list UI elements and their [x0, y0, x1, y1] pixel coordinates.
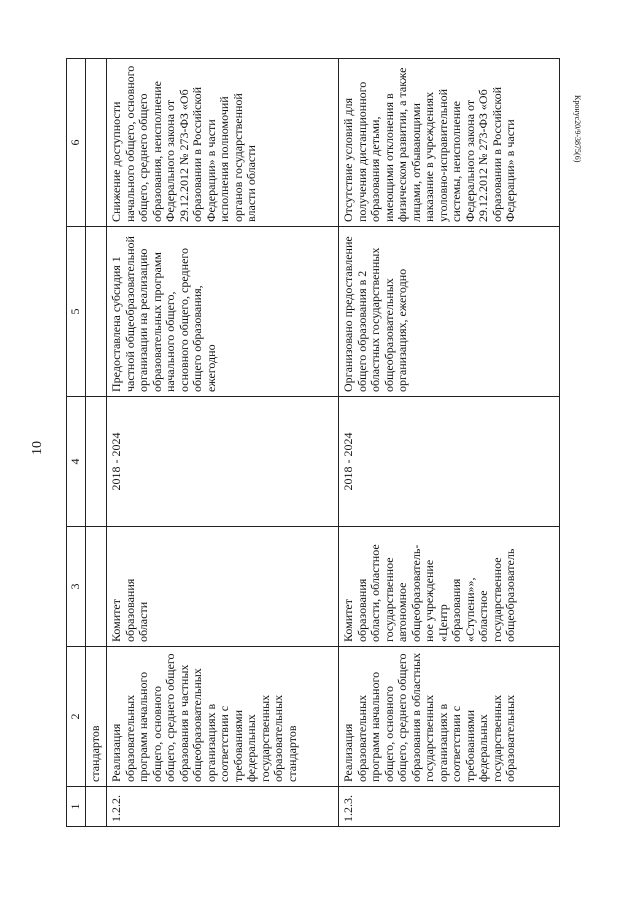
empty-cell: [86, 59, 107, 227]
header-cell: 4: [67, 397, 86, 527]
period-cell: 2018 - 2024: [107, 397, 339, 527]
empty-cell: [86, 227, 107, 397]
header-cell: 2: [67, 647, 86, 787]
header-cell: 1: [67, 787, 86, 827]
header-cell: 3: [67, 527, 86, 647]
header-cell: 6: [67, 59, 86, 227]
table-row: [107, 59, 339, 827]
empty-cell: [86, 397, 107, 527]
continuation-row: [86, 59, 107, 827]
measure-cell: Реализация образовательных программ начального общего, основного общего, среднего общего образования в частных общеобразовательных организациях в соответствии с требованиями федеральных государственных образовательных стандартов: [107, 647, 339, 787]
document-code: Кронус20/9-3875(6): [573, 95, 582, 163]
empty-cell: [86, 527, 107, 647]
row-number: 1.2.2.: [107, 787, 339, 827]
result-cell: Организовано предоставление общего образования в 2 областных государственных общеобразовательных организациях, ежегодно: [339, 227, 560, 397]
consequence-cell: Отсутствие условий для получения дистанционного образования детьми, имеющими отклонения в физическом развитии, а также лицами, отбывающими наказание в учреждениях уголовно-исправительной системы, неисполнение Федерального закона от 29.12.2012 № 273-ФЗ «Об образовании в Российской Федерации» в части: [339, 59, 560, 227]
measure-cell: Реализация образовательных программ начального общего, основного общего, среднего общего образования в областных государственных организациях в соответствии с требованиями федеральных государственных образовательных: [339, 647, 560, 787]
table-row: [339, 59, 560, 827]
executor-cell: Комитет образования области, областное государственное автономное общеобразователь- ное учреждение «Центр образования «Ступени»», областное государственное общеобразователь: [339, 527, 560, 647]
table-header-row: [67, 59, 86, 827]
header-cell: 5: [67, 227, 86, 397]
result-cell: Предоставлена субсидия 1 частной общеобразовательной организации на реализацию образовательных программ начального общего, основного общего, среднего общего образования, ежегодно: [107, 227, 339, 397]
measures-table: [66, 58, 560, 827]
continuation-text: стандартов: [86, 647, 107, 787]
row-number: 1.2.3.: [339, 787, 560, 827]
page-number: 10: [30, 441, 45, 455]
consequence-cell: Снижение доступности начального общего, основного общего, среднего общего образования, неисполнение Федерального закона от 29.12.2012 № 273-ФЗ «Об образовании в Российской Федерации» в части исполнения полномочий органов государственной власти области: [107, 59, 339, 227]
empty-cell: [86, 787, 107, 827]
rotated-table-container: [66, 59, 560, 827]
executor-cell: Комитет образования области: [107, 527, 339, 647]
period-cell: 2018 - 2024: [339, 397, 560, 527]
